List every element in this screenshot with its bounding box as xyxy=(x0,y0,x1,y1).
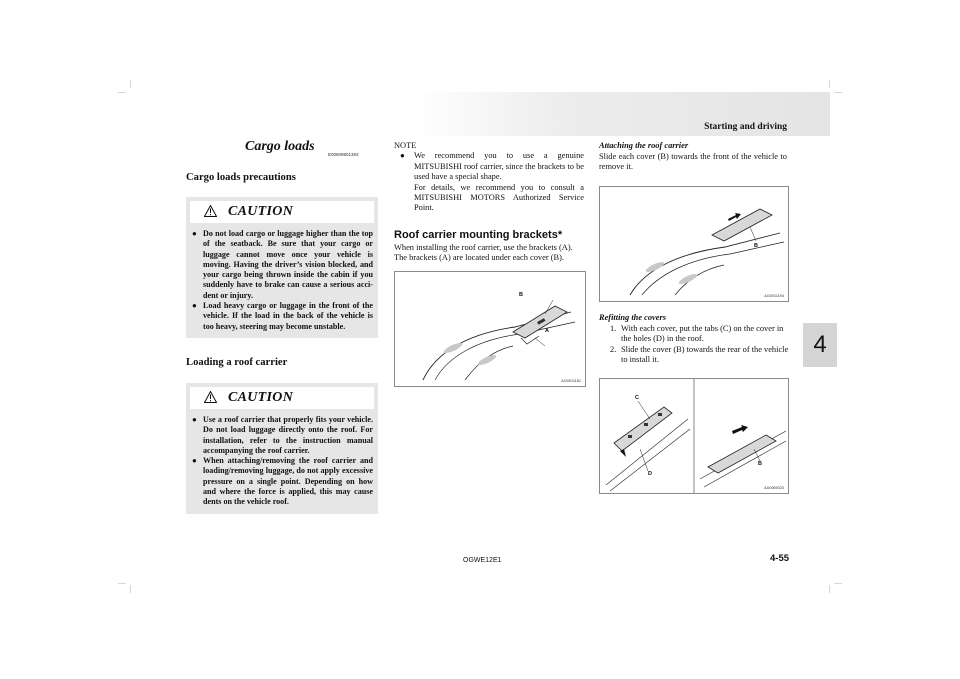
bullet-icon: ● xyxy=(192,456,197,466)
caution-item: ● Use a roof carrier that properly fits your vehicle. Do not load luggage directly onto the roof. For installation, refer to the instruction manual accompanying the roof carrier. xyxy=(192,415,373,455)
bullet-icon: ● xyxy=(192,229,197,238)
roof-bracket-illustration xyxy=(395,272,585,386)
cover-refit-illustration xyxy=(600,379,788,493)
caution-box-cargo xyxy=(186,197,378,338)
section-code: E00609901383 xyxy=(328,152,359,157)
figure-code: AA0069023 xyxy=(764,486,784,490)
bullet-icon: ● xyxy=(192,301,197,311)
heading-roof-brackets: Roof carrier mounting brackets* xyxy=(394,229,563,241)
figure-code: AG0011194 xyxy=(764,294,784,298)
subheading-roof-carrier: Loading a roof carrier xyxy=(186,357,288,368)
figure-roof-brackets xyxy=(394,271,586,387)
figure-code: AG0011181 xyxy=(561,379,581,383)
figure-refit-covers xyxy=(599,378,789,494)
header-title: Starting and driving xyxy=(704,122,787,132)
label-b: B xyxy=(754,243,758,249)
step-item: 1. With each cover, put the tabs (C) on the cover in the holes (D) in the roof. xyxy=(610,324,784,344)
label-a: A xyxy=(545,328,549,334)
note-more: For details, we recommend you to consult a MITSUBISHI MOTORS Authorized Service Point. xyxy=(414,182,584,213)
caution-header xyxy=(190,387,374,409)
warning-triangle-icon xyxy=(204,205,217,217)
doc-code: OGWE12E1 xyxy=(463,557,502,564)
crop-mark xyxy=(118,92,126,93)
brackets-body: When installing the roof carrier, use the brackets (A). The brackets (A) are located under each cover (B). xyxy=(394,243,573,263)
note-item: ● We recommend you to use a genuine MITSUBISHI roof carrier, since the brackets to be used have a special shape. xyxy=(400,151,584,182)
page-number: 4-55 xyxy=(770,553,790,564)
label-b: B xyxy=(519,292,523,298)
crop-mark xyxy=(130,585,131,593)
caution-box-roof xyxy=(186,383,378,514)
caution-label: CAUTION xyxy=(228,204,294,219)
step-item: 2. Slide the cover (B) towards the rear of the vehicle to install it. xyxy=(610,344,789,365)
subheading-cargo-precautions: Cargo loads precautions xyxy=(186,172,296,183)
caution-item: ● When attaching/removing the roof carrier and loading/removing luggage, do not apply excessive pressure on a single point. Depending on how and where the force is applied, this may cause dents on the vehicle roof. xyxy=(192,456,373,507)
caution-item: ● Load heavy cargo or luggage in the front of the vehicle. If the load in the back of the vehicle is too heavy, steering may become unstable. xyxy=(192,301,373,331)
label-b: B xyxy=(758,461,762,467)
caution-label: CAUTION xyxy=(228,390,294,405)
bullet-icon: ● xyxy=(192,415,197,424)
crop-mark xyxy=(118,583,126,584)
caution-header xyxy=(190,201,374,223)
refit-title: Refitting the covers xyxy=(599,313,666,322)
crop-mark xyxy=(829,80,830,88)
label-d: D xyxy=(648,471,652,477)
crop-mark xyxy=(829,585,830,593)
caution-item: ● Do not load cargo or luggage higher than the top of the seatback. Be sure that your cargo or luggage cannot move once your vehicle is moving. Having the driver’s vision blocked, and your cargo being thrown inside the cabin if you suddenly have to brake can cause a serious accident or injury. xyxy=(192,229,373,300)
crop-mark xyxy=(130,80,131,88)
label-c: C xyxy=(635,395,639,401)
crop-mark xyxy=(834,583,842,584)
note-label: NOTE xyxy=(394,141,417,150)
chapter-tab: 4 xyxy=(803,323,837,367)
bullet-icon: ● xyxy=(400,151,405,161)
section-title: Cargo loads xyxy=(245,139,315,154)
crop-mark xyxy=(834,92,842,93)
refit-steps xyxy=(599,324,789,366)
note-block xyxy=(394,141,584,214)
attach-title: Attaching the roof carrier xyxy=(599,141,689,150)
warning-triangle-icon xyxy=(204,391,217,403)
attach-body: Slide each cover (B) towards the front of the vehicle to remove it. xyxy=(599,152,787,172)
cover-removal-illustration xyxy=(600,187,788,301)
figure-attach-carrier xyxy=(599,186,789,302)
